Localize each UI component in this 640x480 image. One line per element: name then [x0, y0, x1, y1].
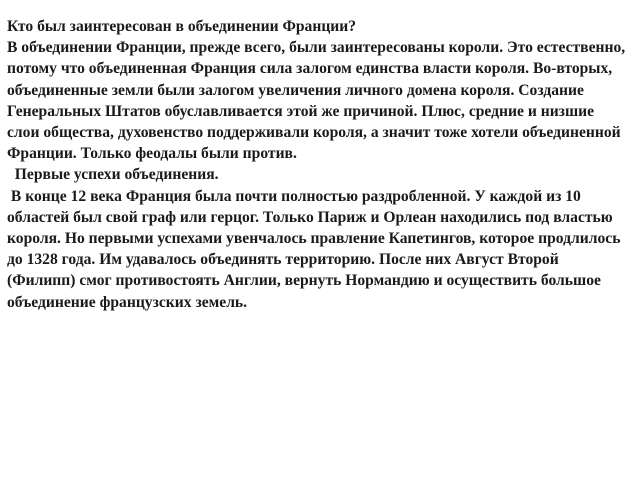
section-paragraph: В конце 12 века Франция была почти полностью раздробленной. У каждой из 10 областей был свой граф или герцог. Только Париж и Орлеан находились под властью короля. Но первыми успехами увенчалось правление Капетингов, которое продлилось до 1328 года. Им удавалось объединять территорию. После них Август Второй (Филипп) смог противостоять Англии, вернуть Нормандию и осуществить большое объединение французских земель. [7, 187, 625, 311]
answer-paragraph: В объединении Франции, прежде всего, были заинтересованы короли. Это естественно, потому что объединенная Франция сила залогом единства власти короля. Во-вторых, объединенные земли были залогом увеличения личного домена короля. Создание Генеральных Штатов обуславливается этой же причиной. Плюс, средние и низшие слои общества, духовенство поддерживали короля, а значит тоже хотели объединенной Франции. Только феодалы были против. [7, 39, 630, 163]
section-heading: Первые успехи объединения. [7, 166, 219, 184]
question-text: Кто был заинтересован в объединении Франции? [7, 18, 357, 35]
